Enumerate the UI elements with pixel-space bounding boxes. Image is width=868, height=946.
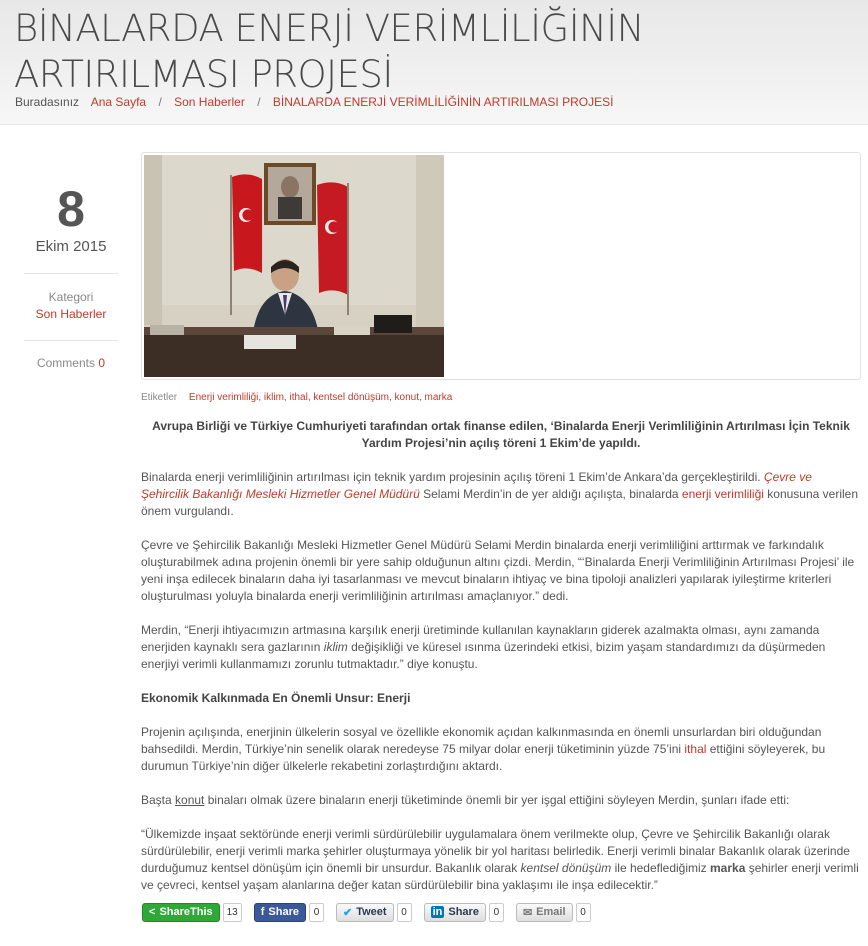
share-icon: <	[149, 906, 156, 918]
meta-divider	[24, 273, 118, 274]
page-title: BİNALARDA ENERJİ VERİMLİLİĞİNİN ARTIRILMASI PROJESİ	[14, 7, 644, 96]
article-paragraph	[141, 792, 861, 809]
emphasis-text: kentsel dönüşüm	[520, 861, 612, 875]
post-day: 8	[57, 181, 85, 237]
housing-link[interactable]: konut	[175, 793, 205, 807]
emphasis-text: iklim	[323, 640, 348, 654]
paragraph-text: ile hedeflediğimiz	[611, 861, 710, 875]
sharethis-label: ShareThis	[159, 906, 213, 918]
paragraph-text: “Ülkemizde inşaat sektöründe enerji verimli sürdürülebilir uygulamalara önem verilmekte olup, Çevre ve Şehircilik Bakanlığı olarak sürdürülebilir, enerji verimli marka şehirler oluşturmaya yönelik bir yol haritası belirledik. Enerji verimli binalar Bakanlık olarak üzerinde durduğumuz kentsel dönüşüm için önemli bir unsurdur. Bakanlık olarak	[141, 827, 850, 875]
page-header	[0, 0, 868, 125]
breadcrumb-lead: Buradasınız	[15, 95, 80, 109]
paragraph-text: ettiğini söyleyerek, bu durumun Türkiye’nin diğer ülkelerle rekabetini zorlaştırdığını aktardı.	[141, 742, 826, 773]
official-at-desk-photo	[144, 155, 444, 377]
article-quote	[141, 826, 861, 894]
paragraph-text: değişikliği ve küresel ısınma üzerindeki etkisi, bizim yaşam standardımızı da düşürmeden enerjiyi verimli kullanmamızı zorunlu tutmaktadır.” diye konuştu.	[141, 640, 826, 671]
email-share-button[interactable]	[516, 903, 573, 922]
tags-row	[141, 392, 452, 403]
article-subheading: Ekonomik Kalkınmada En Önemli Unsur: Enerji	[141, 691, 411, 705]
twitter-count: 0	[397, 903, 412, 922]
breadcrumb-news-link[interactable]: Son Haberler	[174, 95, 245, 109]
category-label: Kategori	[48, 290, 94, 304]
twitter-icon: ✔	[343, 906, 353, 919]
article-paragraph: Çevre ve Şehircilik Bakanlığı Mesleki Hizmetler Genel Müdürü Selami Merdin binalarda enerji verimliliğini arttırmak ve farkındalık oluşturabilmek adına projenin önemli bir yere sahip olduğunun altını çizdi. Merdin, “‘Binalarda Enerji Verimliliğinin Artırılması Projesi’ ile yeni inşa edilecek binaların daha iyi tasarlanması ve mevcut binaların ihtiyaç ve bina tipoloji analizleri yapılarak iyileştirme kriterleri oluşturulması yoluyla binalarda enerji verimliliğinin artırılması amaçlanıyor.” dedi.	[141, 538, 855, 603]
paragraph-text: şehirler enerji verimli ve çevreci, kentsel yaşam alanlarına değer katan sürdürülebilir bina yaklaşımı ile inşa edilecektir.”	[141, 861, 859, 892]
linkedin-icon: in	[432, 906, 443, 918]
meta-divider	[24, 340, 118, 341]
facebook-share-button[interactable]	[254, 903, 306, 922]
article-paragraph	[141, 469, 861, 520]
article-paragraph	[141, 724, 861, 775]
linkedin-label: Share	[448, 906, 479, 918]
sharethis-count: 13	[223, 903, 242, 922]
bold-text: marka	[710, 861, 746, 875]
share-bar	[142, 902, 603, 922]
facebook-icon: f	[260, 906, 265, 918]
featured-image-frame	[141, 152, 861, 380]
article-paragraph	[141, 622, 861, 673]
tags-links[interactable]: Enerji verimliliği, iklim, ithal, kentsel dönüşüm, konut, marka	[188, 392, 453, 403]
breadcrumb-separator: /	[158, 95, 162, 109]
facebook-label: Share	[268, 906, 299, 918]
ministry-link[interactable]: Çevre ve Şehircilik Bakanlığı Mesleki Hizmetler Genel Müdürü	[141, 470, 812, 501]
paragraph-text: konusuna verilen önem vurgulandı.	[141, 487, 859, 518]
category-link[interactable]: Son Haberler	[35, 307, 107, 321]
breadcrumb	[15, 95, 613, 109]
tweet-label: Tweet	[356, 906, 387, 918]
energy-efficiency-link[interactable]: enerji verimliliği	[681, 487, 764, 501]
paragraph-text: Selami Merdin’in de yer aldığı açılışta, binalarda	[419, 487, 682, 501]
comments-meta[interactable]	[24, 356, 118, 370]
facebook-count: 0	[309, 903, 324, 922]
sharethis-button[interactable]	[142, 903, 220, 922]
paragraph-text: Binalarda enerji verimliliğinin artırılması için teknik yardım projesinin açılış töreni 1 Ekim’de Ankara’da gerçekleştirildi.	[141, 470, 764, 484]
paragraph-text: Projenin açılışında, enerjinin ülkelerin sosyal ve özellikle ekonomik açıdan kalkınmasında en önemli unsurlardan biri olduğundan bahsedildi. Merdin, Türkiye’nin senelik olarak neredeyse 75 milyar dolar enerji tüketiminin yüzde 75’ini	[141, 725, 822, 756]
article-body	[141, 418, 861, 911]
breadcrumb-current[interactable]: BİNALARDA ENERJİ VERİMLİLİĞİNİN ARTIRILMASI PROJESİ	[272, 95, 614, 109]
import-link[interactable]: ithal	[684, 742, 707, 756]
article-lead: Avrupa Birliği ve Türkiye Cumhuriyeti tarafından ortak finanse edilen, ‘Binalarda Enerji Verimliliğinin Artırılması İçin Teknik Yardım Projesi’nin açılış töreni 1 Ekim’de yapıldı.	[152, 419, 850, 450]
breadcrumb-separator: /	[257, 95, 261, 109]
paragraph-text: Merdin, “Enerji ihtiyacımızın artmasına karşılık enerji üretiminde kullanılan kaynakların giderek azalmakta olması, aynı zamanda enerjiden kaynaklı sera gazlarının	[141, 623, 820, 654]
linkedin-count: 0	[489, 903, 504, 922]
envelope-icon: ✉	[522, 906, 533, 919]
tweet-button[interactable]	[336, 903, 394, 922]
featured-photo[interactable]	[144, 155, 444, 377]
comments-count: 0	[98, 356, 106, 370]
email-label: Email	[536, 906, 566, 918]
breadcrumb-home-link[interactable]: Ana Sayfa	[90, 95, 147, 109]
paragraph-text: binaları olmak üzere binaların enerji tüketiminde önemli bir yer işgal ettiğini söyleyen Merdin, şunları ifade etti:	[204, 793, 790, 807]
comments-label: Comments	[36, 356, 95, 370]
paragraph-text: Başta	[141, 793, 176, 807]
post-meta	[24, 180, 118, 370]
tags-label: Etiketler	[141, 392, 178, 403]
linkedin-share-button[interactable]	[424, 903, 486, 922]
post-month-year: Ekim 2015	[35, 238, 107, 255]
email-count: 0	[576, 903, 591, 922]
